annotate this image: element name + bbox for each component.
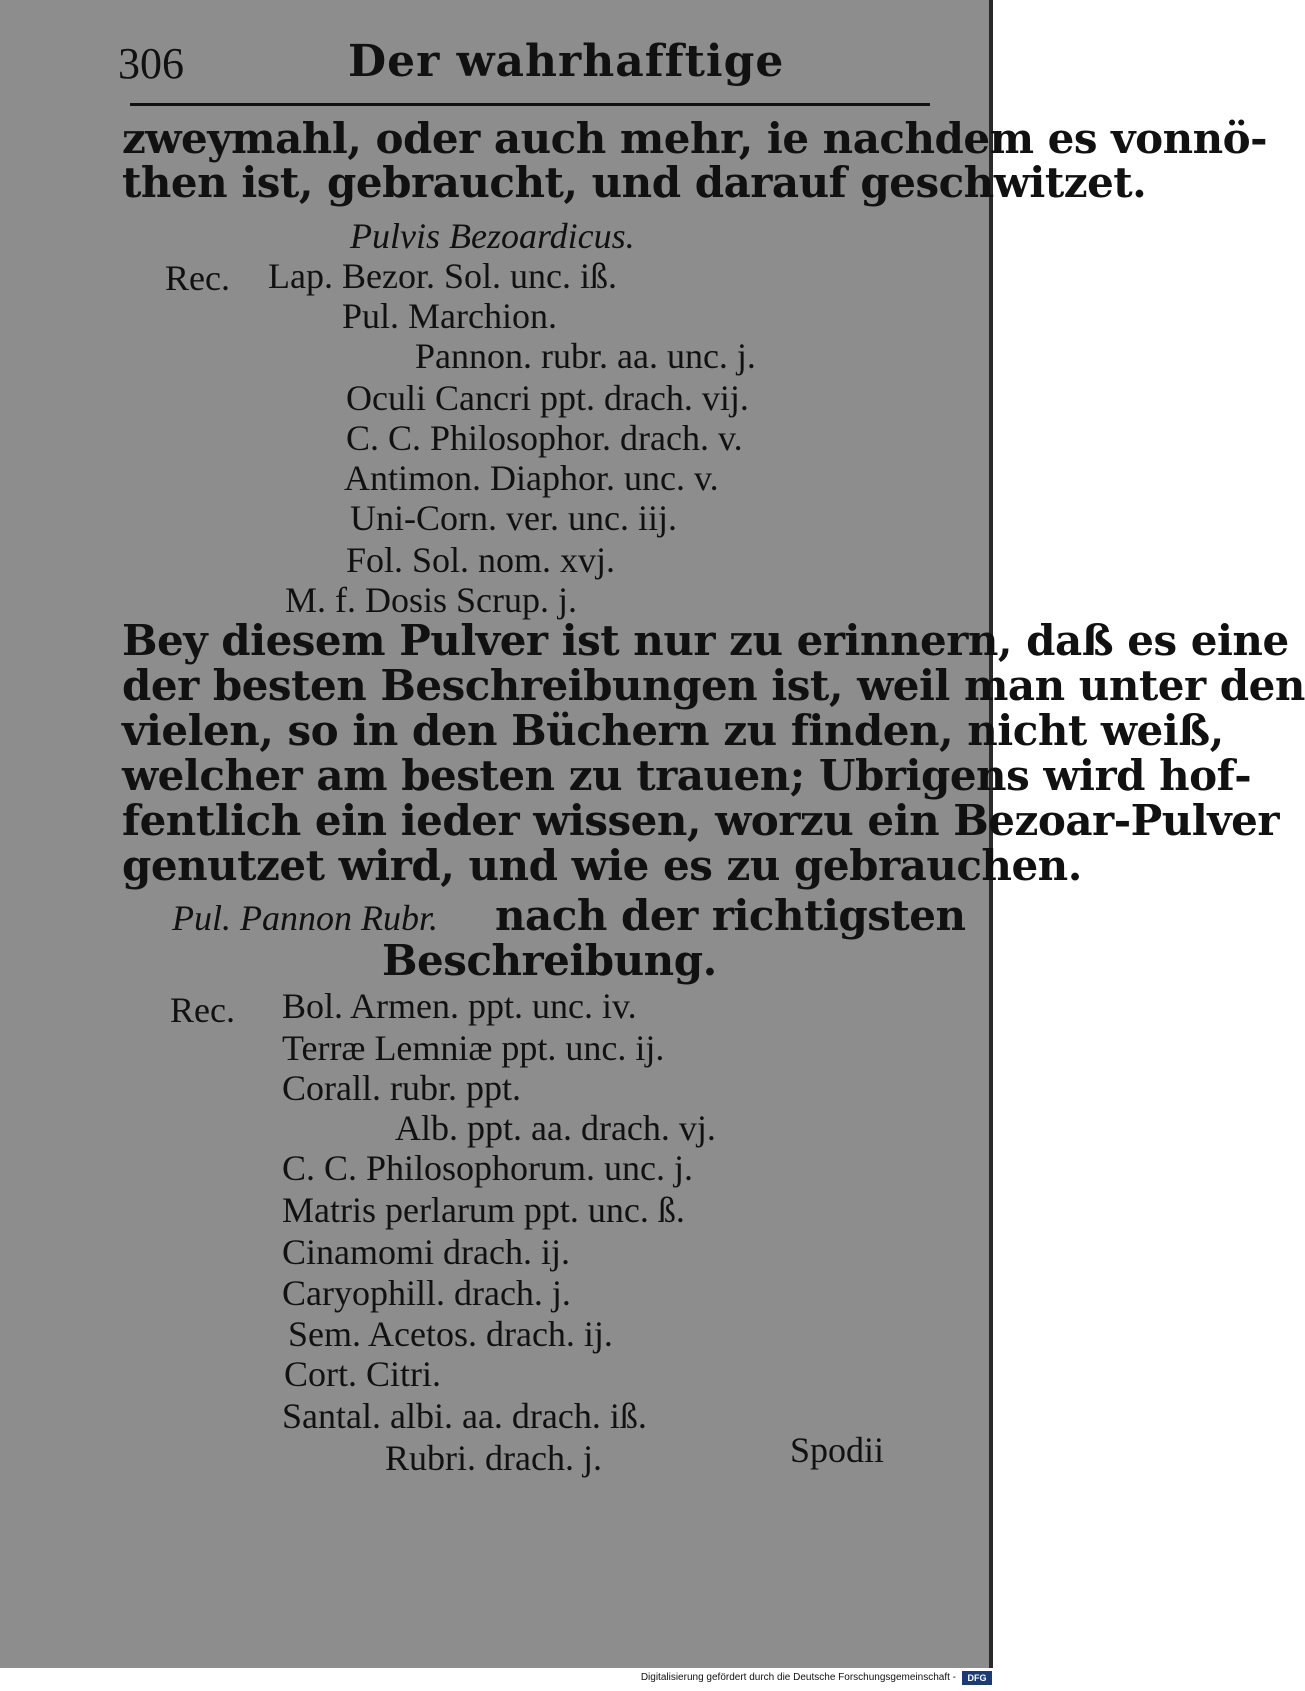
ingredient-line: Fol. Sol. nom. xvj. [346, 540, 616, 580]
paragraph-line: fentlich ein ieder wissen, worzu ein Bezoar-Pulver [122, 796, 1279, 845]
ingredient-line: Pul. Marchion. [342, 296, 557, 336]
ingredient-line: Caryophill. drach. j. [282, 1273, 571, 1313]
recipe-title-german: nach der richtigsten [495, 891, 966, 940]
ingredient-line: Santal. albi. aa. drach. iß. [282, 1396, 647, 1436]
intro-line: zweymahl, oder auch mehr, ie nachdem es vonnö‑ [122, 114, 1268, 163]
paragraph-line: der besten Beschreibungen ist, weil man unter den [122, 661, 1305, 710]
ingredient-line: Lap. Bezor. Sol. unc. iß. [268, 256, 617, 296]
ingredient-line: Bol. Armen. ppt. unc. iv. [282, 986, 637, 1026]
dfg-logo: DFG [962, 1671, 992, 1685]
dosage-line: M. f. Dosis Scrup. j. [285, 580, 578, 620]
rec-label: Rec. [165, 258, 230, 298]
ingredient-line: C. C. Philosophor. drach. v. [346, 418, 743, 458]
digitization-footer [0, 1668, 1000, 1691]
ingredient-line: Antimon. Diaphor. unc. v. [344, 458, 719, 498]
recipe-title-line2: Beschreibung. [382, 936, 717, 985]
ingredient-line: Terræ Lemniæ ppt. unc. ij. [282, 1028, 665, 1068]
ingredient-line: Rubri. drach. j. [385, 1438, 602, 1478]
ingredient-line: Alb. ppt. aa. drach. vj. [395, 1108, 716, 1148]
recipe-title-latin: Pul. Pannon Rubr. [172, 898, 438, 938]
ingredient-line: Cinamomi drach. ij. [282, 1232, 570, 1272]
page-number: 306 [118, 39, 184, 88]
footer-credit: Digitalisierung gefördert durch die Deutsche Forschungsgemeinschaft - [640, 1672, 956, 1683]
rec-label: Rec. [170, 990, 235, 1030]
catchword: Spodii [790, 1430, 885, 1470]
paragraph-line: genutzet wird, und wie es zu gebrauchen. [122, 841, 1082, 890]
intro-line: then ist, gebraucht, und darauf geschwitzet. [122, 158, 1147, 207]
ingredient-line: C. C. Philosophorum. unc. j. [282, 1148, 694, 1188]
ingredient-line: Cort. Citri. [284, 1354, 442, 1394]
paragraph-line: Bey diesem Pulver ist nur zu erinnern, daß es eine [122, 616, 1289, 665]
recipe-title: Pulvis Bezoardicus. [350, 216, 635, 256]
ingredient-line: Pannon. rubr. aa. unc. j. [415, 336, 756, 376]
ingredient-line: Uni-Corn. ver. unc. iij. [350, 498, 677, 538]
ingredient-line: Oculi Cancri ppt. drach. vij. [346, 378, 749, 418]
ingredient-line: Corall. rubr. ppt. [282, 1068, 521, 1108]
header-rule [130, 103, 930, 106]
ingredient-line: Matris perlarum ppt. unc. ß. [282, 1190, 685, 1230]
paragraph-line: vielen, so in den Büchern zu finden, nicht weiß, [122, 706, 1224, 755]
paragraph-line: welcher am besten zu trauen; Ubrigens wird hof‑ [122, 751, 1252, 800]
running-title: Der wahrhafftige [348, 36, 785, 87]
ingredient-line: Sem. Acetos. drach. ij. [288, 1314, 613, 1354]
